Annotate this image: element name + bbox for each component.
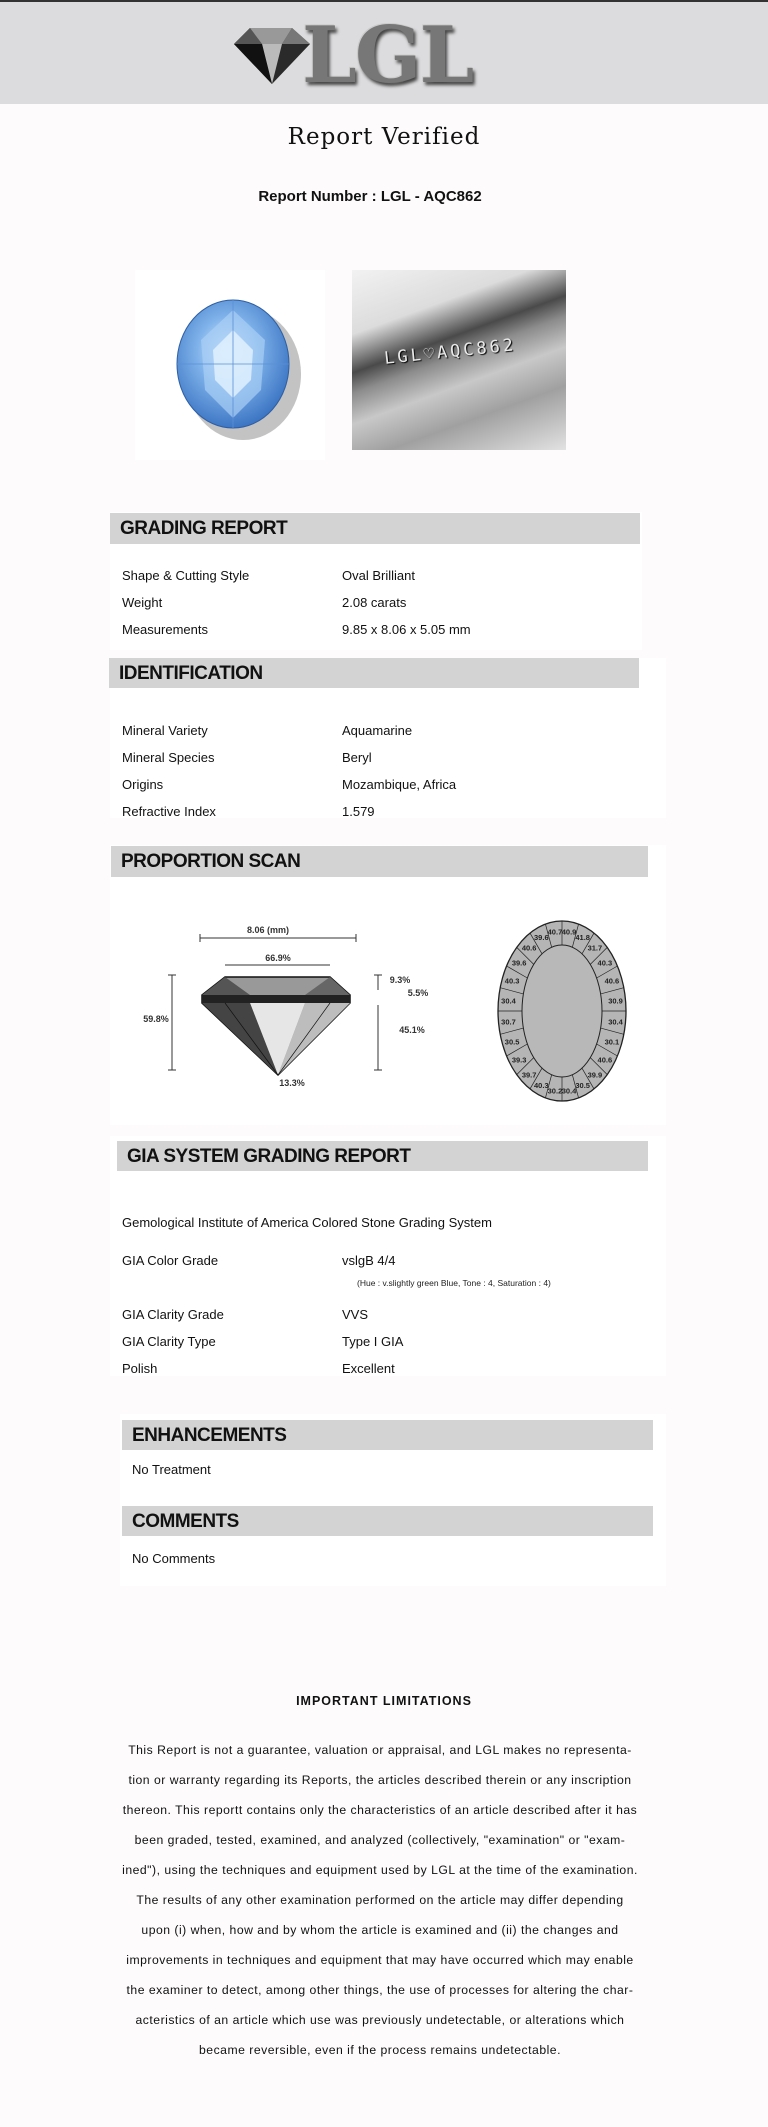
- culet-label: 13.3%: [279, 1078, 305, 1088]
- limitations-text: [110, 1735, 650, 2065]
- limitations-line: improvements in techniques and equipment that may have occurred which may enable: [126, 1953, 634, 1967]
- facet-value: 40.6: [521, 943, 537, 953]
- facet-value: 40.9: [561, 927, 577, 937]
- facet-value: 30.4: [561, 1086, 577, 1096]
- table-label: 66.9%: [265, 953, 291, 963]
- limitations-line: the examiner to detect, among other things, the use of processes for altering the char-: [126, 1983, 634, 1997]
- limitations-heading: IMPORTANT LIMITATIONS: [296, 1694, 472, 1708]
- gia-color-note: (Hue : v.slightly green Blue, Tone : 4, Saturation : 4): [357, 1278, 551, 1288]
- facet-value: 30.4: [608, 1017, 623, 1027]
- header-banner: [0, 2, 768, 104]
- gia-report-heading: GIA SYSTEM GRADING REPORT: [117, 1141, 648, 1171]
- limitations-line: tion or warranty regarding its Reports, the articles described therein or any inscription: [128, 1773, 632, 1787]
- lgl-logo[interactable]: [232, 10, 492, 101]
- limitations-line: thereon. This reportt contains only the characteristics of an article described after it has: [122, 1803, 638, 1817]
- facet-value: 39.6: [534, 933, 549, 943]
- pavilion-label: 45.1%: [399, 1025, 425, 1035]
- gia-system-name: Gemological Institute of America Colored Stone Grading System: [122, 1215, 492, 1230]
- limitations-line: upon (i) when, how and by whom the article is examined and (ii) the changes and: [141, 1923, 619, 1937]
- report-number: Report Number : LGL - AQC862: [258, 188, 482, 205]
- identification-heading: IDENTIFICATION: [109, 658, 639, 688]
- crown-label: 9.3%: [389, 975, 411, 985]
- facet-value: 30.7: [501, 1017, 516, 1027]
- limitations-line: The results of any other examination performed on the article may differ depending: [136, 1893, 624, 1907]
- comments-heading: COMMENTS: [122, 1506, 653, 1536]
- page-title: Report Verified: [287, 124, 481, 150]
- limitations-line: been graded, tested, examined, and analyzed (collectively, "examination" or "exam-: [134, 1833, 626, 1847]
- inscription-photo: [352, 270, 566, 450]
- facet-value: 40.6: [597, 1055, 613, 1065]
- facet-scan-diagram: [474, 905, 644, 1121]
- limitations-line: This Report is not a guarantee, valuation or appraisal, and LGL makes no representa-: [128, 1743, 632, 1757]
- facet-value: 30.1: [604, 1037, 620, 1047]
- inscription-text: LGL♡AQC862: [383, 335, 518, 369]
- comments-text: No Comments: [132, 1551, 216, 1566]
- facet-value: 40.3: [597, 958, 613, 968]
- grading-report-heading: GRADING REPORT: [110, 513, 640, 544]
- enhancements-text: No Treatment: [132, 1462, 211, 1477]
- proportion-scan-heading: PROPORTION SCAN: [111, 846, 648, 877]
- facet-value: 30.4: [501, 996, 516, 1006]
- facet-value: 30.2: [547, 1086, 563, 1096]
- facet-value: 41.8: [575, 933, 590, 943]
- facet-value: 39.7: [521, 1070, 537, 1080]
- facet-value: 40.7: [547, 927, 563, 937]
- facet-value: 39.9: [587, 1070, 603, 1080]
- facet-value: 40.6: [604, 976, 620, 986]
- proportion-profile-diagram: [120, 905, 448, 1115]
- girdle-label: 5.5%: [407, 988, 429, 998]
- gemstone-photo: [135, 270, 325, 460]
- facet-value: 31.7: [587, 943, 603, 953]
- logo-text: LGL: [302, 10, 473, 101]
- limitations-line: acteristics of an article which use was previously undetectable, or alterations which: [135, 2013, 625, 2027]
- facet-value: 30.5: [575, 1080, 590, 1090]
- diamond-logo-icon: [232, 24, 312, 86]
- limitations-line: ined"), using the techniques and equipment used by LGL at the time of the examination.: [122, 1863, 638, 1877]
- facet-value: 30.9: [608, 996, 623, 1006]
- width-label: 8.06 (mm): [246, 925, 290, 935]
- limitations-line: became reversible, even if the process remains undetectable.: [199, 2043, 561, 2057]
- facet-value: 39.6: [511, 958, 527, 968]
- facet-value: 40.3: [504, 976, 520, 986]
- enhancements-heading: ENHANCEMENTS: [122, 1420, 653, 1450]
- facet-value: 40.3: [534, 1080, 549, 1090]
- facet-value: 30.5: [504, 1037, 520, 1047]
- facet-value: 39.3: [511, 1055, 527, 1065]
- total-depth-label: 59.8%: [143, 1014, 169, 1024]
